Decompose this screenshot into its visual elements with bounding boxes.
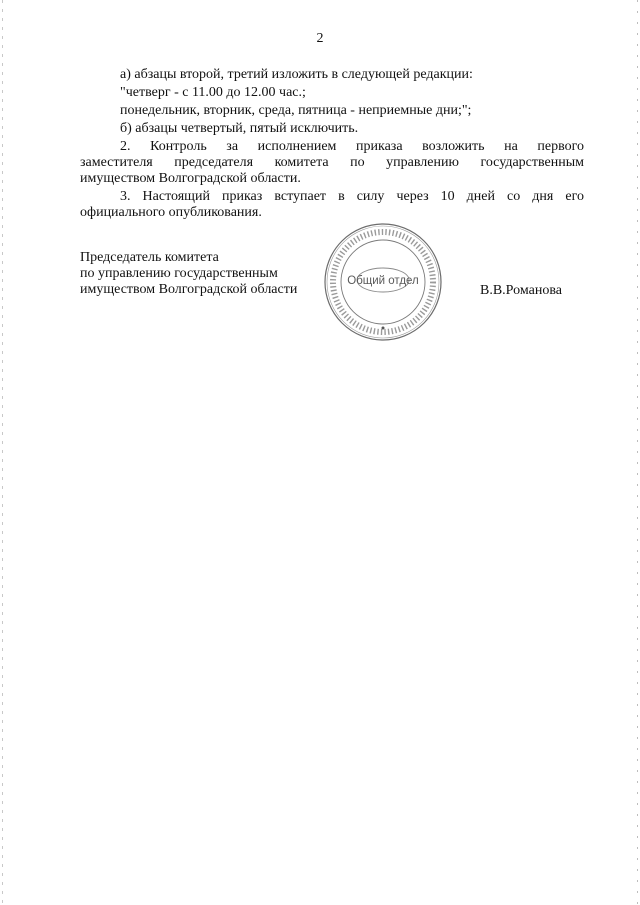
- page-number: 2: [316, 31, 324, 46]
- item-2-line-2: заместителя председателя комитета по управлению государственным: [80, 155, 584, 170]
- scan-edge-left: [2, 0, 3, 905]
- stamp-center-text: Общий отдел: [347, 275, 419, 287]
- signatory-title: [80, 250, 297, 298]
- official-seal-stamp: [320, 220, 446, 344]
- item-2-line-3: имуществом Волгоградской области.: [80, 171, 301, 186]
- item-2-line-1: 2. Контроль за исполнением приказа возложить на первого: [120, 139, 584, 154]
- item-3-line-1: 3. Настоящий приказ вступает в силу через 10 дней со дня его: [120, 189, 584, 204]
- paragraph-a: а) абзацы второй, третий изложить в следующей редакции:: [120, 67, 473, 82]
- scan-edge-right: [637, 0, 638, 905]
- item-3-line-2: официального опубликования.: [80, 205, 262, 220]
- paragraph-non-reception-days: понедельник, вторник, среда, пятница - неприемные дни;";: [120, 103, 472, 118]
- signatory-title-line-2: по управлению государственным: [80, 266, 278, 281]
- paragraph-b: б) абзацы четвертый, пятый исключить.: [120, 121, 359, 136]
- paragraph-thursday-hours: "четверг - с 11.00 до 12.00 час.;: [120, 85, 306, 100]
- signatory-title-line-1: Председатель комитета: [80, 250, 219, 265]
- signatory-title-line-3: имуществом Волгоградской области: [80, 282, 298, 297]
- signatory-name: В.В.Романова: [480, 283, 562, 298]
